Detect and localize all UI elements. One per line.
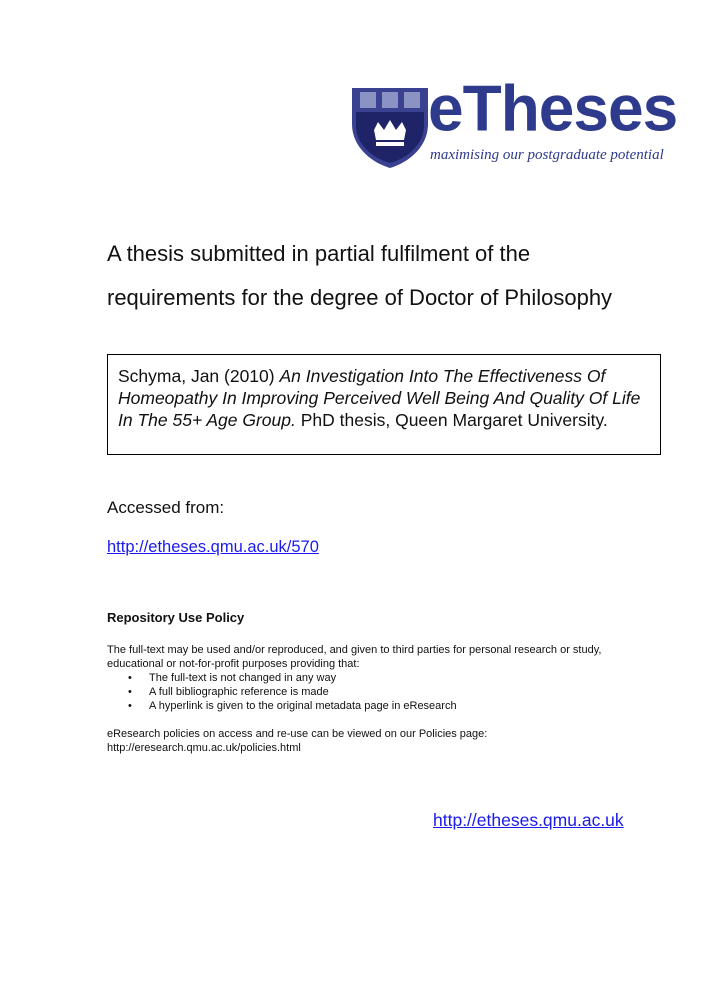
- footer-link[interactable]: http://etheses.qmu.ac.uk: [433, 810, 624, 830]
- policy-intro: The full-text may be used and/or reproduced, and given to third parties for personal research or study, educational or not-for-profit purposes providing that:: [107, 644, 602, 670]
- logo-tagline: maximising our postgraduate potential: [430, 147, 664, 163]
- bullet-icon: •: [128, 700, 132, 712]
- citation-author-year: Schyma, Jan (2010): [118, 366, 280, 386]
- policies-line-1: eResearch policies on access and re-use can be viewed on our Policies page:: [107, 728, 488, 740]
- thesis-heading: [107, 232, 687, 320]
- citation-rest: PhD thesis, Queen Margaret University.: [295, 410, 608, 430]
- citation-box: [107, 354, 661, 455]
- record-link[interactable]: http://etheses.qmu.ac.uk/570: [107, 538, 319, 556]
- policy-text: [107, 643, 607, 755]
- list-item: • A hyperlink is given to the original metadata page in eResearch: [128, 700, 457, 712]
- list-item: • The full-text is not changed in any way: [128, 672, 337, 684]
- citation-title: An Investigation Into The Effectiveness Of Homeopathy In Improving Perceived Well Being And Quality Of Life In The 55+ Age Group.: [118, 366, 641, 430]
- accessed-label: Accessed from:: [107, 498, 225, 517]
- bullet-icon: •: [128, 672, 132, 684]
- heading-line-2: requirements for the degree of Doctor of Philosophy: [107, 285, 613, 310]
- bullet-icon: •: [128, 686, 132, 698]
- etheses-logo: [350, 71, 678, 170]
- logo-wordmark: eTheses: [428, 71, 678, 145]
- policy-title: Repository Use Policy: [107, 610, 245, 625]
- policy-list: [107, 671, 607, 713]
- heading-line-1: A thesis submitted in partial fulfilment of the: [107, 241, 531, 266]
- policies-line-2: http://eresearch.qmu.ac.uk/policies.html: [107, 742, 301, 754]
- shield-icon: [350, 84, 430, 170]
- list-item: • A full bibliographic reference is made: [128, 686, 329, 698]
